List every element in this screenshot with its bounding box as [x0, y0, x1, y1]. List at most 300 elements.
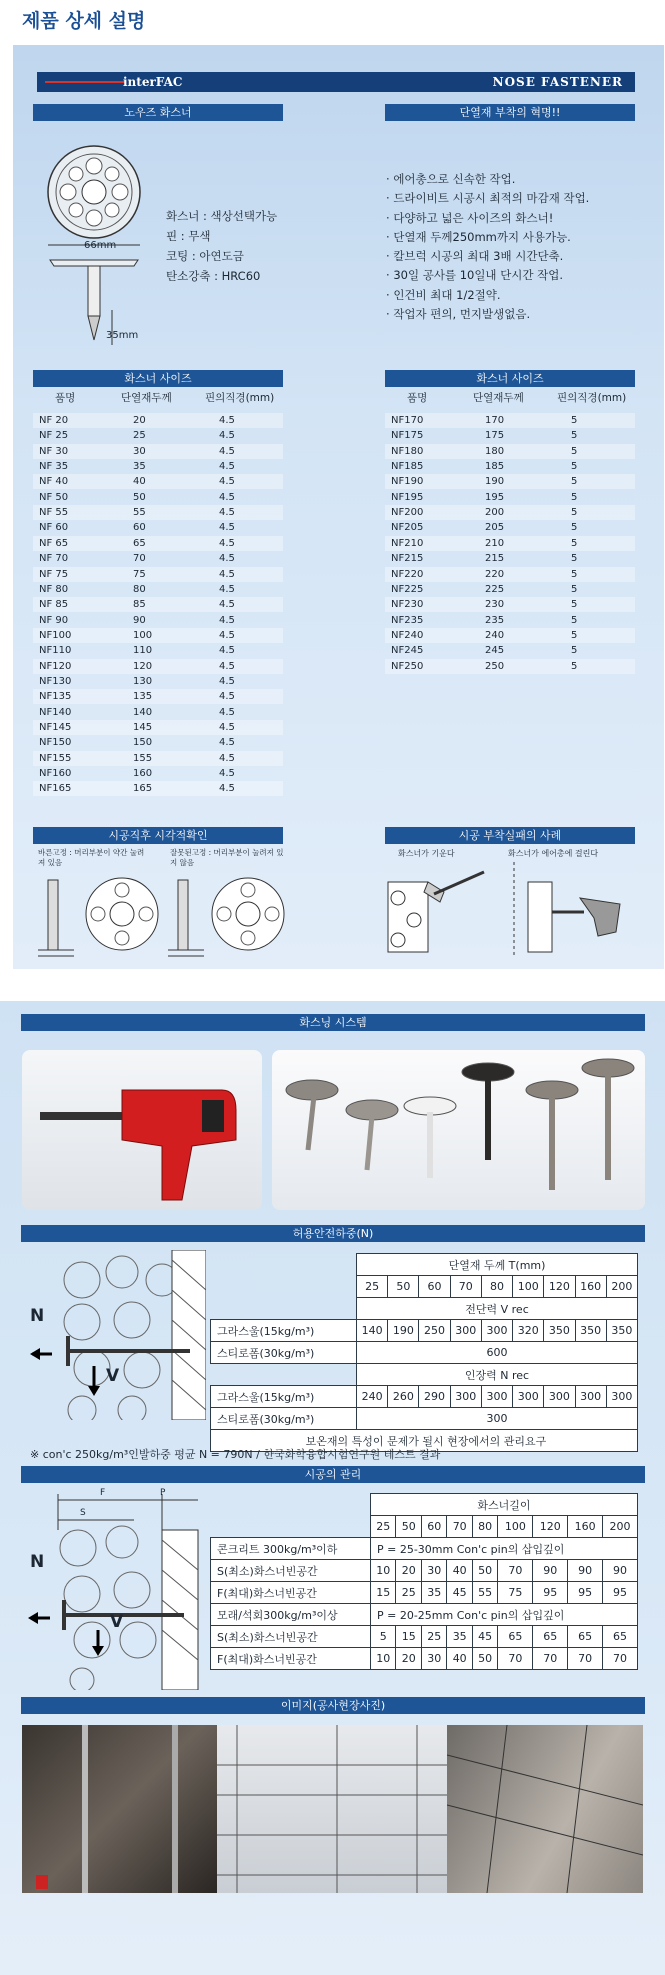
styro-label: 스티로폼(30kg/m³): [211, 1408, 357, 1430]
size-thickness: 240: [485, 629, 505, 641]
size-pin: 4.5: [219, 752, 235, 764]
pull-cell: 290: [419, 1386, 450, 1408]
s-cell: 65: [498, 1626, 533, 1648]
size-row: [385, 597, 635, 612]
size-name: NF 90: [39, 614, 69, 626]
shear-cell: 350: [575, 1320, 606, 1342]
section-gap: [0, 969, 665, 1001]
size-row: [33, 536, 283, 551]
thickness-cell: 160: [575, 1276, 606, 1298]
size-thickness: 190: [485, 476, 505, 488]
s-cell: 70: [498, 1560, 533, 1582]
size-pin: 4.5: [219, 706, 235, 718]
f-cell: 70: [533, 1648, 568, 1670]
size-name: NF240: [391, 629, 424, 641]
size-row: [33, 735, 283, 750]
title-management: 시공의 관리: [21, 1466, 645, 1483]
size-name: NF210: [391, 537, 424, 549]
size-row: [33, 689, 283, 704]
size-row: [33, 674, 283, 689]
pull-cell: 240: [357, 1386, 388, 1408]
size-pin: 4.5: [219, 768, 235, 780]
size-thickness: 215: [485, 553, 505, 565]
size-pin: 4.5: [219, 461, 235, 473]
size-thickness: 245: [485, 645, 505, 657]
length-cell: 50: [396, 1516, 421, 1538]
thickness-cell: 70: [450, 1276, 481, 1298]
brand-red-line: [45, 81, 125, 83]
size-pin: 5: [571, 537, 578, 549]
size-thickness: 230: [485, 599, 505, 611]
size-pin: 5: [571, 660, 578, 672]
label-f: F: [100, 1488, 106, 1498]
size-thickness: 170: [485, 415, 505, 426]
title-system: 화스닝 시스템: [21, 1014, 645, 1031]
size-pin: 5: [571, 522, 578, 534]
f-cell: 95: [568, 1582, 603, 1604]
size-row: [385, 582, 635, 597]
brand-left: interFAC: [123, 75, 183, 89]
size-title-right: 화스너 사이즈: [385, 370, 635, 387]
length-cell: 60: [421, 1516, 446, 1538]
management-diagram: [22, 1490, 206, 1690]
thickness-cell: 100: [513, 1276, 544, 1298]
label-s: S: [80, 1508, 86, 1518]
title-fail-cases: 시공 부착실패의 사례: [385, 827, 635, 844]
management-table: [210, 1493, 638, 1670]
size-name: NF235: [391, 614, 424, 626]
size-row: [385, 474, 635, 489]
size-thickness: 180: [485, 445, 505, 457]
size-pin: 4.5: [219, 415, 235, 426]
size-thickness: 65: [133, 537, 146, 549]
size-row: [385, 459, 635, 474]
size-pin: 5: [571, 430, 578, 442]
size-thickness: 210: [485, 537, 505, 549]
f-cell: 10: [371, 1648, 396, 1670]
size-pin: 5: [571, 445, 578, 457]
size-row: [385, 567, 635, 582]
s-cell: 40: [447, 1560, 472, 1582]
size-thickness: 175: [485, 430, 505, 442]
size-name: NF250: [391, 660, 424, 672]
size-pin: 5: [571, 476, 578, 488]
size-row: [33, 613, 283, 628]
size-name: NF120: [39, 660, 72, 672]
size-title-left: 화스너 사이즈: [33, 370, 283, 387]
size-pin: 4.5: [219, 568, 235, 580]
brand-bar: [37, 72, 635, 92]
f-cell: 25: [396, 1582, 421, 1604]
size-row: [385, 505, 635, 520]
size-thickness: 80: [133, 583, 146, 595]
feature-item: 인건비 최대 1/2절약.: [393, 287, 501, 302]
pull-cell: 300: [481, 1386, 512, 1408]
size-pin: 4.5: [219, 691, 235, 703]
s-cell: 65: [568, 1626, 603, 1648]
size-thickness: 185: [485, 461, 505, 473]
label-p: P: [160, 1488, 166, 1498]
size-thickness: 20: [133, 415, 146, 426]
size-name: NF 40: [39, 476, 69, 488]
air-gun-photo: [22, 1050, 262, 1210]
size-row: [33, 781, 283, 796]
size-name: NF 35: [39, 461, 69, 473]
size-thickness: 165: [133, 783, 153, 795]
size-name: NF245: [391, 645, 424, 657]
sand-label: 모래/석회300kg/m³이상: [211, 1604, 371, 1626]
brand-right: NOSE FASTENER: [492, 75, 623, 89]
size-name: NF175: [391, 430, 424, 442]
size-row: [33, 459, 283, 474]
size-thickness: 30: [133, 445, 146, 457]
header-name: 품명: [55, 392, 76, 404]
size-name: NF 70: [39, 553, 69, 565]
s-cell: 90: [533, 1560, 568, 1582]
load-diagram: [22, 1250, 206, 1420]
size-name: NF185: [391, 461, 424, 473]
size-thickness: 50: [133, 491, 146, 503]
spec-coating: 코팅 : 아연도금: [166, 249, 244, 263]
force-v: V: [110, 1612, 124, 1632]
size-row: [33, 551, 283, 566]
size-name: NF140: [39, 706, 72, 718]
feature-item: 드라이비트 시공시 최적의 마감재 작업.: [393, 191, 590, 206]
pull-title: 인장력 N rec: [357, 1364, 638, 1386]
size-pin: 4.5: [219, 599, 235, 611]
sand-note: P = 20-25mm Con'c pin의 삽입깊이: [371, 1604, 638, 1626]
size-name: NF 85: [39, 599, 69, 611]
size-thickness: 160: [133, 768, 153, 780]
size-row: [33, 444, 283, 459]
length-cell: 70: [447, 1516, 472, 1538]
size-thickness: 155: [133, 752, 153, 764]
pull-cell: 300: [606, 1386, 637, 1408]
size-pin: 4.5: [219, 537, 235, 549]
size-pin: 4.5: [219, 783, 235, 795]
s-label: S(최소)화스너빈공간: [211, 1560, 371, 1582]
shear-cell: 350: [544, 1320, 575, 1342]
spec-color: 화스너 : 색상선택가능: [166, 209, 278, 223]
size-pin: 4.5: [219, 522, 235, 534]
dim-66: 66mm: [84, 240, 117, 251]
size-thickness: 200: [485, 507, 505, 519]
load-table: [210, 1253, 638, 1452]
size-thickness: 220: [485, 568, 505, 580]
size-name: NF165: [39, 783, 72, 795]
thickness-cell: 60: [419, 1276, 450, 1298]
ok-label: 바른고정 : 머리부분이 약간 눌려져 있음: [38, 848, 145, 867]
s-cell: 45: [472, 1626, 497, 1648]
spec-pin: 핀 : 무색: [166, 229, 211, 243]
fail-drawing: [384, 862, 638, 962]
f-cell: 30: [421, 1648, 446, 1670]
size-row: [33, 567, 283, 582]
size-name: NF205: [391, 522, 424, 534]
size-pin: 4.5: [219, 445, 235, 457]
header-name: 품명: [407, 392, 428, 404]
s-cell: 90: [568, 1560, 603, 1582]
s-cell: 10: [371, 1560, 396, 1582]
styro-label: 스티로폼(30kg/m³): [211, 1342, 357, 1364]
f-cell: 40: [447, 1648, 472, 1670]
size-name: NF110: [39, 645, 72, 657]
title-allowable-load: 허용안전하중(N): [21, 1225, 645, 1242]
size-name: NF 30: [39, 445, 69, 457]
size-pin: 4.5: [219, 737, 235, 749]
note-row: 보온재의 특성이 문제가 될시 현장에서의 관리요구: [211, 1430, 638, 1452]
size-thickness: 130: [133, 675, 153, 687]
size-row: [33, 490, 283, 505]
size-pin: 4.5: [219, 660, 235, 672]
size-name: NF 25: [39, 430, 69, 442]
size-row: [385, 490, 635, 505]
size-thickness: 250: [485, 660, 505, 672]
size-name: NF155: [39, 752, 72, 764]
size-pin: 4.5: [219, 675, 235, 687]
size-thickness: 120: [133, 660, 153, 672]
f-cell: 35: [421, 1582, 446, 1604]
thickness-cell: 120: [544, 1276, 575, 1298]
f-cell: 95: [603, 1582, 638, 1604]
s-cell: 25: [421, 1626, 446, 1648]
size-pin: 4.5: [219, 722, 235, 733]
size-row: [33, 597, 283, 612]
size-row: [33, 766, 283, 781]
f-cell: 95: [533, 1582, 568, 1604]
size-name: NF 20: [39, 415, 69, 426]
size-name: NF 55: [39, 507, 69, 519]
bad-label: 잘못된고정 : 머리부분이 눌려져 있지 않음: [170, 848, 284, 867]
shear-cell: 300: [481, 1320, 512, 1342]
shear-cell: 190: [388, 1320, 419, 1342]
f-cell: 70: [603, 1648, 638, 1670]
f-cell: 55: [472, 1582, 497, 1604]
s-cell: 65: [603, 1626, 638, 1648]
feature-item: 30일 공사를 10일내 단시간 작업.: [393, 268, 564, 283]
glass-label: 그라스울(15kg/m³): [211, 1320, 357, 1342]
f-label: F(최대)화스너빈공간: [211, 1582, 371, 1604]
pull-cell: 300: [513, 1386, 544, 1408]
size-thickness: 75: [133, 568, 146, 580]
size-row: [33, 474, 283, 489]
size-pin: 5: [571, 645, 578, 657]
title-site-photos: 이미지(공사현장사진): [21, 1697, 645, 1714]
size-row: [385, 413, 635, 428]
size-thickness: 60: [133, 522, 146, 534]
size-pin: 5: [571, 415, 578, 426]
size-name: NF190: [391, 476, 424, 488]
dim-35: 35mm: [106, 330, 139, 341]
pull-cell: 300: [575, 1386, 606, 1408]
size-name: NF100: [39, 629, 72, 641]
size-thickness: 110: [133, 645, 153, 657]
size-row: [33, 582, 283, 597]
s-cell: 50: [472, 1560, 497, 1582]
size-name: NF 80: [39, 583, 69, 595]
shear-title: 전단력 V rec: [357, 1298, 638, 1320]
fasteners-photo: [272, 1050, 645, 1210]
size-row: [385, 428, 635, 443]
size-name: NF145: [39, 722, 72, 733]
size-thickness: 195: [485, 491, 505, 503]
size-thickness: 90: [133, 614, 146, 626]
size-pin: 4.5: [219, 476, 235, 488]
site-photo-1: [22, 1725, 217, 1893]
size-thickness: 40: [133, 476, 146, 488]
f-cell: 50: [472, 1648, 497, 1670]
size-row: [33, 428, 283, 443]
size-name: NF225: [391, 583, 424, 595]
size-pin: 5: [571, 507, 578, 519]
thk-header: 단열재 두께 T(mm): [357, 1254, 638, 1276]
f-cell: 75: [498, 1582, 533, 1604]
spec-list: [166, 206, 277, 286]
size-pin: 5: [571, 629, 578, 641]
size-name: NF 65: [39, 537, 69, 549]
size-name: NF215: [391, 553, 424, 565]
size-thickness: 145: [133, 722, 153, 733]
site-photo-2: [217, 1725, 447, 1893]
site-photo-3: [447, 1725, 643, 1893]
length-cell: 100: [498, 1516, 533, 1538]
size-header-left: [33, 390, 283, 406]
size-thickness: 35: [133, 461, 146, 473]
size-row: [385, 551, 635, 566]
size-pin: 4.5: [219, 553, 235, 565]
feature-item: 칼브럭 시공의 최대 3배 시간단축.: [393, 249, 564, 264]
size-pin: 4.5: [219, 430, 235, 442]
shear-cell: 320: [513, 1320, 544, 1342]
load-footnote: ※ con'c 250kg/m³인발하중 평균 N = 790N / 한국화학융합시험연구원 테스트 결과: [30, 1448, 441, 1461]
size-row: [385, 628, 635, 643]
size-pin: 5: [571, 491, 578, 503]
len-header: 화스너길이: [371, 1494, 638, 1516]
size-name: NF130: [39, 675, 72, 687]
size-thickness: 135: [133, 691, 153, 703]
concrete-label: 콘크리트 300kg/m³이하: [211, 1538, 371, 1560]
size-thickness: 225: [485, 583, 505, 595]
s-cell: 5: [371, 1626, 396, 1648]
s-cell: 35: [447, 1626, 472, 1648]
feature-item: 에어총으로 신속한 작업.: [393, 172, 516, 186]
thickness-cell: 50: [388, 1276, 419, 1298]
size-name: NF135: [39, 691, 72, 703]
s-cell: 90: [603, 1560, 638, 1582]
size-name: NF 75: [39, 568, 69, 580]
concrete-note: P = 25-30mm Con'c pin의 삽입깊이: [371, 1538, 638, 1560]
size-name: NF200: [391, 507, 424, 519]
size-row: [33, 413, 283, 428]
size-row: [33, 643, 283, 658]
size-thickness: 55: [133, 507, 146, 519]
length-cell: 25: [371, 1516, 396, 1538]
size-thickness: 25: [133, 430, 146, 442]
pull-cell: 300: [544, 1386, 575, 1408]
size-pin: 5: [571, 461, 578, 473]
length-cell: 120: [533, 1516, 568, 1538]
thickness-cell: 200: [606, 1276, 637, 1298]
force-n: N: [30, 1306, 45, 1326]
size-row: [385, 444, 635, 459]
size-thickness: 150: [133, 737, 153, 749]
header-pin: 핀의직경(mm): [557, 392, 627, 404]
shear-cell: 250: [419, 1320, 450, 1342]
feature-item: 다양하고 넓은 사이즈의 화스너!: [393, 210, 554, 225]
size-row: [33, 751, 283, 766]
size-name: NF 60: [39, 522, 69, 534]
size-row: [33, 628, 283, 643]
size-pin: 4.5: [219, 614, 235, 626]
page-header: [0, 0, 665, 44]
feature-item: 작업자 편의, 먼지발생없음.: [393, 307, 531, 322]
size-name: NF220: [391, 568, 424, 580]
header-pin: 핀의직경(mm): [205, 392, 275, 404]
size-header-right: [385, 390, 635, 406]
size-row: [33, 520, 283, 535]
size-row: [385, 520, 635, 535]
size-name: NF170: [391, 415, 424, 426]
size-pin: 5: [571, 553, 578, 565]
pull-styro: 300: [357, 1408, 638, 1430]
size-name: NF150: [39, 737, 72, 749]
spec-carbon: 탄소강축 : HRC60: [166, 269, 261, 283]
shear-cell: 350: [606, 1320, 637, 1342]
size-name: NF160: [39, 768, 72, 780]
f-cell: 20: [396, 1648, 421, 1670]
size-row: [33, 659, 283, 674]
pull-cell: 300: [450, 1386, 481, 1408]
fail1-label: 화스너가 기운다: [398, 849, 455, 858]
size-row: [385, 643, 635, 658]
feature-item: 단열재 두께250mm까지 사용가능.: [393, 229, 571, 244]
length-cell: 80: [472, 1516, 497, 1538]
size-thickness: 140: [133, 706, 153, 718]
pull-cell: 260: [388, 1386, 419, 1408]
size-pin: 4.5: [219, 629, 235, 641]
force-v: V: [106, 1366, 120, 1386]
size-thickness: 85: [133, 599, 146, 611]
length-cell: 160: [568, 1516, 603, 1538]
size-pin: 4.5: [219, 645, 235, 657]
size-thickness: 205: [485, 522, 505, 534]
force-n: N: [30, 1552, 45, 1572]
s-cell: 15: [396, 1626, 421, 1648]
size-pin: 4.5: [219, 491, 235, 503]
title-revolution: 단열재 부착의 혁명!!: [385, 104, 635, 121]
size-row: [385, 536, 635, 551]
s-cell: 65: [533, 1626, 568, 1648]
size-row: [385, 659, 635, 674]
size-row: [33, 705, 283, 720]
title-nose-fastener: 노우즈 화스너: [33, 104, 283, 121]
feature-list: · 에어총으로 신속한 작업. · 드라이비트 시공시 최적의 마감재 작업. · 다양하고 넓은 사이즈의 화스너! · 단열재 두께250mm까지 사용가능. · 칼브럭 시공의 최대 3배 시간단축. · 30일 공사를 10일내 단시간 작업. · 인건비 최대 1/2절약. · 작업자 편의, 먼지발생없음.: [386, 172, 590, 322]
title-visual-check: 시공직후 시각적확인: [33, 827, 283, 844]
check-drawing: [34, 870, 288, 960]
page-title: 제품 상세 설명: [22, 10, 146, 32]
size-thickness: 70: [133, 553, 146, 565]
s-label: S(최소)화스너빈공간: [211, 1626, 371, 1648]
glass-label: 그라스울(15kg/m³): [211, 1386, 357, 1408]
size-row: [33, 720, 283, 735]
size-pin: 5: [571, 599, 578, 611]
size-thickness: 235: [485, 614, 505, 626]
s-cell: 20: [396, 1560, 421, 1582]
fail2-label: 화스너가 에어총에 걸린다: [508, 849, 599, 858]
size-pin: 4.5: [219, 507, 235, 519]
f-cell: 15: [371, 1582, 396, 1604]
header-thickness: 단열재두께: [121, 392, 172, 404]
